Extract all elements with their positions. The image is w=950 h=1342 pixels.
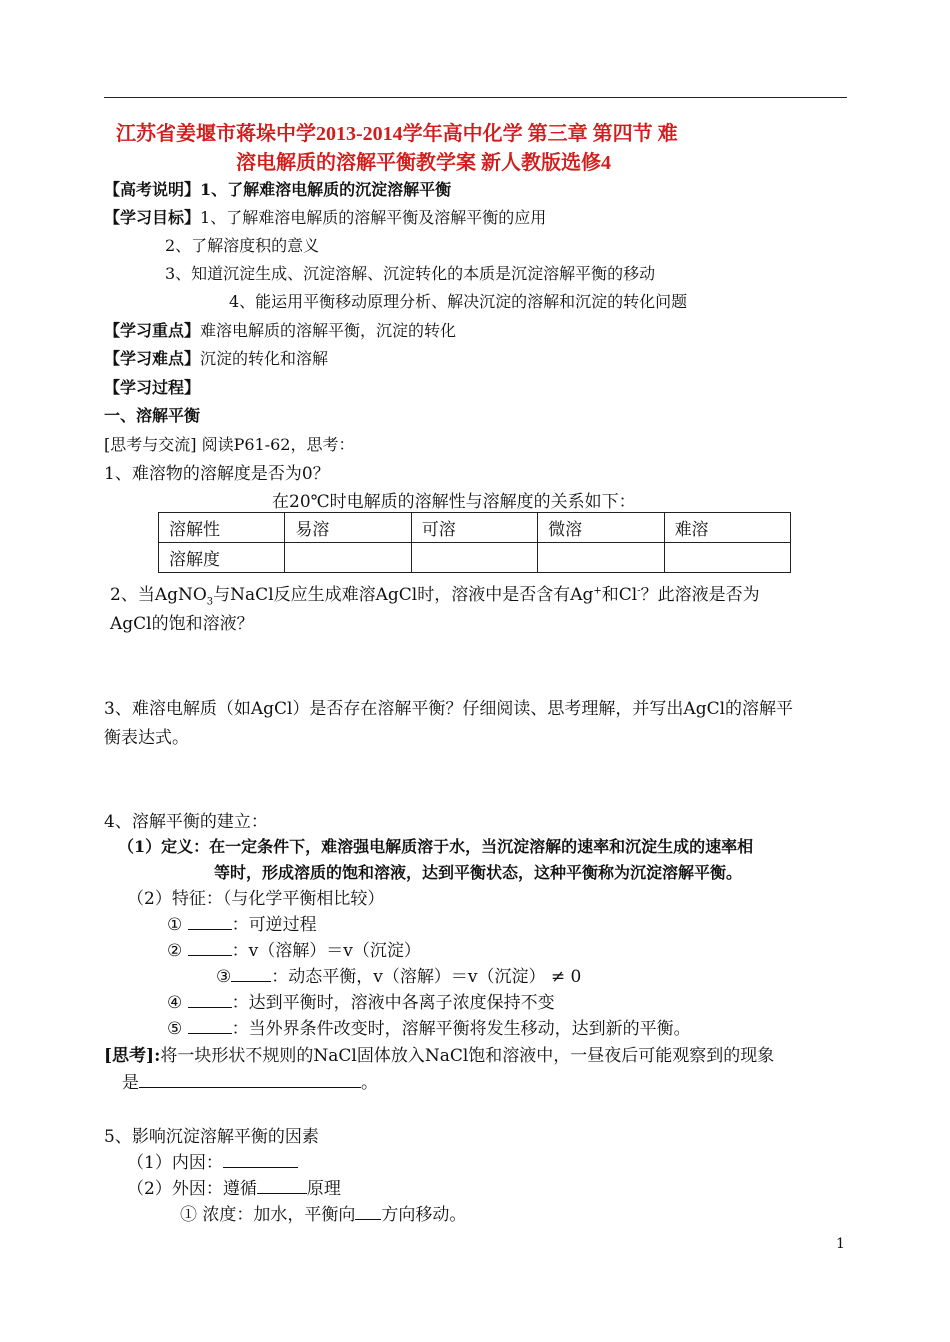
feature-num: ⑤: [167, 1019, 183, 1039]
features-heading: （2）特征：（与化学平衡相比较）: [127, 889, 385, 909]
q2-part: 和Cl: [601, 585, 638, 605]
feature-text: ：v（溶解）＝v（沉淀）: [231, 941, 421, 961]
feature-5: [167, 1014, 691, 1039]
difficulty-label: 【学习难点】: [104, 349, 201, 368]
feature-2: [167, 936, 421, 961]
feature-num: ①: [167, 915, 183, 935]
think-question-line2: [122, 1068, 378, 1093]
feature-1: [167, 910, 317, 935]
think-text: 是: [122, 1073, 139, 1093]
q2-part: ？此溶液是否为: [640, 585, 760, 605]
blank-field[interactable]: [355, 1205, 381, 1220]
goal-item-2: 2、了解溶度积的意义: [165, 236, 320, 255]
solubility-table: [158, 512, 791, 573]
goal-item-1: 1、了解难溶电解质的溶解平衡及溶解平衡的应用: [200, 208, 547, 227]
blank-field[interactable]: [139, 1073, 361, 1088]
table-cell: 可溶: [411, 513, 537, 543]
question-4: 4、溶解平衡的建立：: [104, 812, 268, 832]
table-row: [159, 513, 791, 543]
goals-line1: [104, 205, 546, 228]
internal-factor: [127, 1148, 298, 1173]
header-rule: [104, 97, 847, 98]
internal-label: （1）内因：: [127, 1153, 223, 1173]
feature-num: ②: [167, 941, 183, 961]
table-cell: 微溶: [538, 513, 664, 543]
feature-text: ：可逆过程: [231, 915, 317, 935]
table-cell: [664, 543, 790, 573]
key-point-text: 难溶电解质的溶解平衡，沉淀的转化: [200, 321, 457, 340]
feature-4: [167, 988, 555, 1013]
table-cell: [285, 543, 411, 573]
feature-num: ④: [167, 993, 183, 1013]
table-caption: 在20℃时电解质的溶解性与溶解度的关系如下：: [272, 492, 636, 512]
goals-label: 【学习目标】: [104, 208, 201, 227]
feature-3: [216, 962, 581, 987]
concentration-text: ① 浓度：加水，平衡向: [180, 1205, 356, 1225]
think-text: 将一块形状不规则的NaCl固体放入NaCl饱和溶液中，一昼夜后可能观察到的现象: [160, 1046, 775, 1066]
external-label: 原理: [306, 1179, 341, 1199]
table-cell: 难溶: [664, 513, 790, 543]
question-2-line1: [110, 580, 760, 607]
q2-part: 2、当AgNO: [110, 585, 207, 605]
blank-field[interactable]: [231, 967, 271, 982]
blank-field[interactable]: [188, 1019, 232, 1034]
q2-superscript: -: [637, 585, 641, 597]
goal-item-3: 3、知道沉淀生成、沉淀溶解、沉淀转化的本质是沉淀溶解平衡的移动: [165, 264, 656, 283]
blank-field[interactable]: [188, 915, 232, 930]
definition-line2: 等时，形成溶质的饱和溶液，达到平衡状态，这种平衡称为沉淀溶解平衡。: [214, 863, 743, 882]
table-cell: 溶解性: [159, 513, 285, 543]
feature-text: ：动态平衡，v（溶解）＝v（沉淀） ≠ 0: [271, 967, 582, 987]
goal-item-4: 4、能运用平衡移动原理分析、解决沉淀的溶解和沉淀的转化问题: [229, 292, 688, 311]
concentration-text: 方向移动。: [381, 1205, 467, 1225]
q2-subscript: 3: [206, 596, 214, 608]
difficulty-text: 沉淀的转化和溶解: [200, 349, 329, 368]
difficulty-line: [104, 346, 328, 369]
feature-num: ③: [216, 967, 232, 987]
process-label: 【学习过程】: [104, 378, 201, 397]
gaokao-line: [104, 177, 451, 200]
section-heading: 一、溶解平衡: [104, 406, 201, 425]
external-factor: [127, 1174, 341, 1199]
doc-title-line1: 江苏省姜堰市蒋垛中学2013-2014学年高中化学 第三章 第四节 难: [116, 123, 678, 145]
table-cell: 溶解度: [159, 543, 285, 573]
think-text: 。: [361, 1073, 378, 1093]
think-label: [思考]:: [104, 1046, 161, 1066]
doc-title-line2: 溶电解质的溶解平衡教学案 新人教版选修4: [236, 152, 611, 174]
table-row: [159, 543, 791, 573]
question-3-line2: 衡表达式。: [104, 728, 189, 748]
page-number: 1: [836, 1236, 845, 1252]
blank-field[interactable]: [257, 1179, 307, 1194]
concentration-line: [180, 1200, 466, 1225]
think-question-line1: [104, 1041, 774, 1066]
question-5: 5、影响沉淀溶解平衡的因素: [104, 1127, 319, 1147]
blank-field[interactable]: [223, 1153, 298, 1168]
question-2-line2: AgCl的饱和溶液？: [110, 614, 254, 634]
gaokao-label: 【高考说明】: [104, 180, 201, 199]
question-1: 1、难溶物的溶解度是否为0？: [104, 464, 330, 484]
feature-text: ：当外界条件改变时，溶解平衡将发生移动，达到新的平衡。: [231, 1019, 691, 1039]
key-point-label: 【学习重点】: [104, 321, 201, 340]
table-cell: [411, 543, 537, 573]
table-cell: 易溶: [285, 513, 411, 543]
think-read: [思考与交流] 阅读P61-62，思考：: [104, 435, 355, 454]
feature-text: ：达到平衡时，溶液中各离子浓度保持不变: [231, 993, 555, 1013]
question-3-line1: 3、难溶电解质（如AgCl）是否存在溶解平衡？仔细阅读、思考理解，并写出AgCl的溶解平: [104, 699, 794, 719]
blank-field[interactable]: [188, 993, 232, 1008]
q2-superscript: +: [593, 585, 602, 597]
blank-field[interactable]: [188, 941, 232, 956]
external-label: （2）外因：遵循: [127, 1179, 257, 1199]
key-point-line: [104, 318, 456, 341]
gaokao-text: 1、了解难溶电解质的沉淀溶解平衡: [200, 180, 452, 199]
definition-line1: （1）定义：在一定条件下，难溶强电解质溶于水，当沉淀溶解的速率和沉淀生成的速率相: [118, 837, 754, 856]
table-cell: [538, 543, 664, 573]
q2-part: 与NaCl反应生成难溶AgCl时，溶液中是否含有Ag: [213, 585, 594, 605]
